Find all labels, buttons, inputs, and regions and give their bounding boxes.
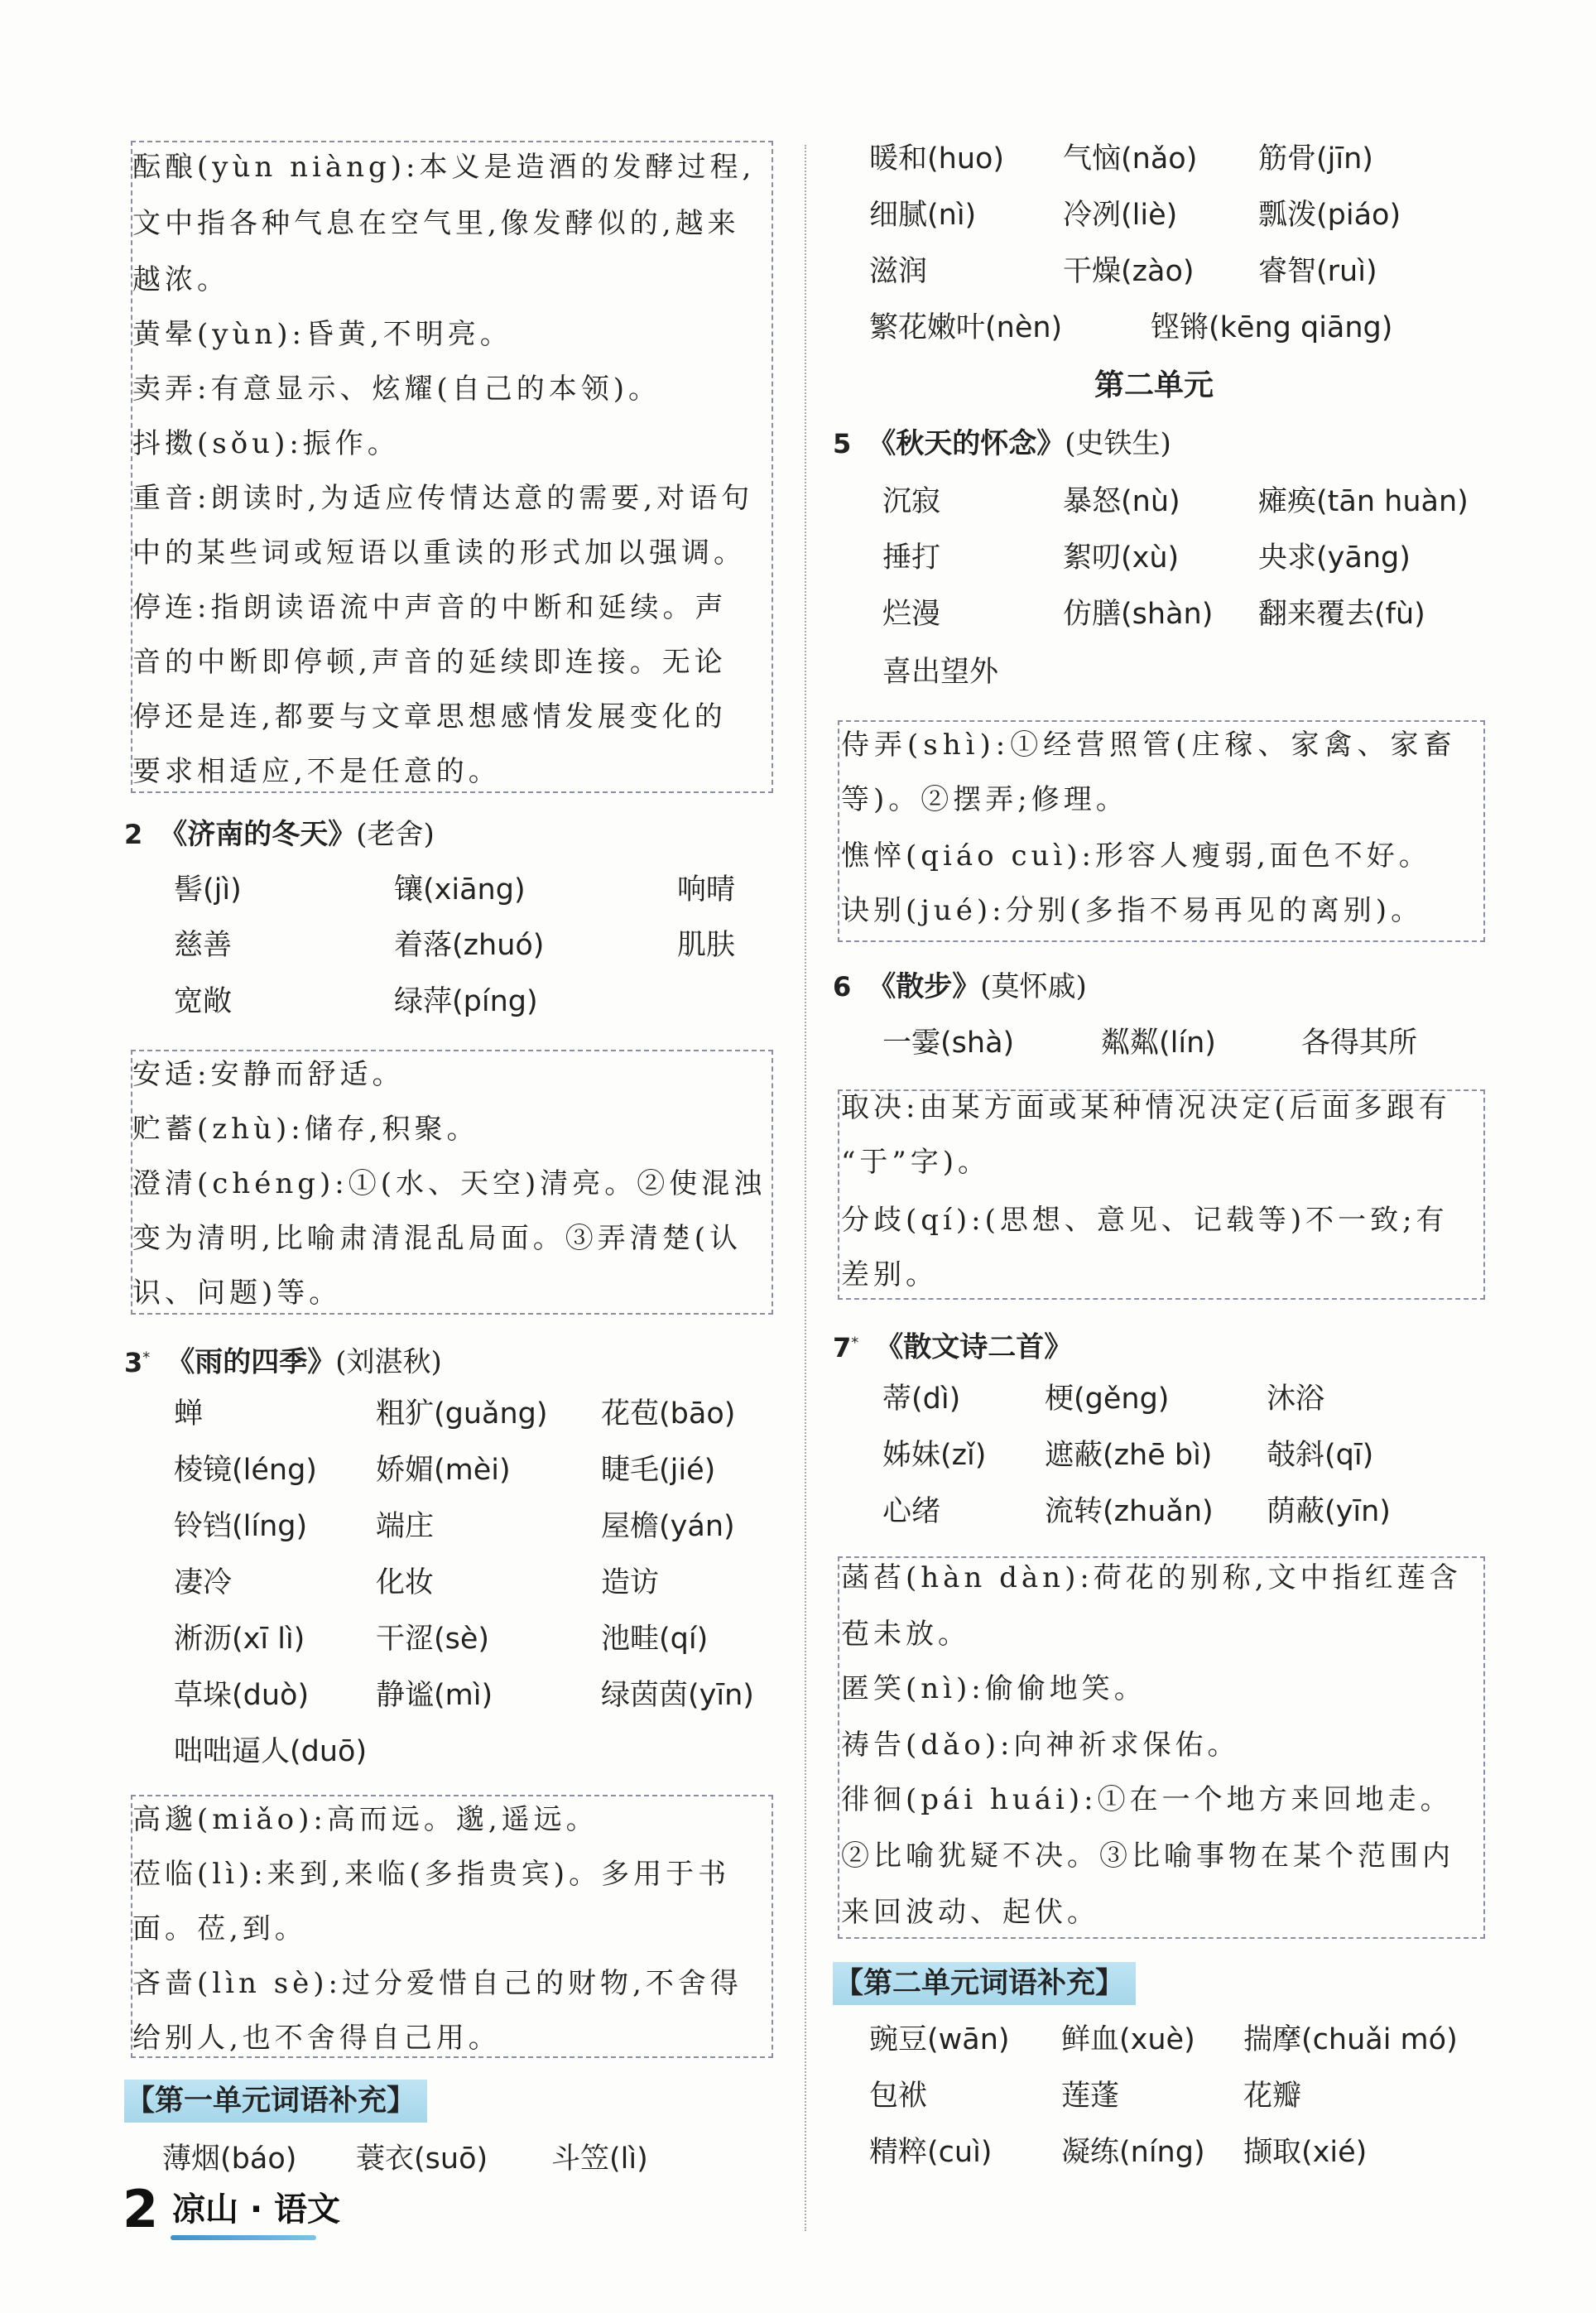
vocab-word: 淅沥(xī lì) — [174, 1623, 305, 1656]
vocab-word: 豌豆(wān) — [869, 2023, 1010, 2056]
section-title: 《散步》 — [868, 970, 981, 1003]
def-line: 酝酿(yùn niàng):本义是造酒的发酵过程, — [132, 151, 756, 184]
vocab-word: 荫蔽(yīn) — [1267, 1495, 1391, 1528]
vocab-word: 气恼(nǎo) — [1063, 142, 1198, 176]
def-line: 等)。②摆弄;修理。 — [841, 783, 1128, 816]
page-number: 2 — [123, 2179, 159, 2239]
vocab-word: 梗(gěng) — [1045, 1383, 1170, 1416]
def-line: 徘徊(pái huái):①在一个地方来回地走。 — [841, 1783, 1453, 1816]
vocab-word: 粼粼(lín) — [1101, 1027, 1216, 1060]
section-heading-3 — [124, 1333, 442, 1387]
section-number: 5 — [833, 428, 852, 459]
vocab-word: 遮蔽(zhē bì) — [1045, 1439, 1213, 1472]
vocab-word: 铿锵(kēng qiāng) — [1151, 311, 1393, 344]
unit-2-heading: 第二单元 — [1094, 368, 1214, 402]
vocab-word: 化妆 — [376, 1566, 435, 1599]
vocab-word: 端庄 — [376, 1510, 435, 1543]
vocab-word: 睿智(ruì) — [1258, 255, 1377, 288]
vocab-word: 凝练(níng) — [1061, 2136, 1205, 2169]
section-author: (老舍) — [356, 818, 435, 851]
def-line: 越浓。 — [132, 263, 229, 296]
vocab-word: 各得其所 — [1301, 1027, 1418, 1060]
section-title: 《雨的四季》 — [166, 1345, 336, 1379]
vocab-word: 捶打 — [882, 541, 941, 575]
vocab-word: 烂漫 — [882, 598, 941, 631]
vocab-word: 粗犷(guǎng) — [376, 1397, 548, 1431]
def-line: “于”字)。 — [841, 1146, 991, 1179]
def-line: 黄晕(yùn):昏黄,不明亮。 — [132, 318, 512, 351]
vocab-word: 棱镜(léng) — [174, 1454, 317, 1487]
vocab-word: 细腻(nì) — [869, 199, 977, 232]
def-line: 憔悴(qiáo cuì):形容人瘦弱,面色不好。 — [841, 839, 1431, 873]
vocab-word: 草垛(duò) — [174, 1679, 310, 1712]
vocab-word: 翻来覆去(fù) — [1258, 598, 1425, 631]
def-line: 要求相适应,不是任意的。 — [132, 755, 501, 788]
def-line: 面。莅,到。 — [132, 1912, 307, 1945]
vocab-word: 暖和(huo) — [869, 142, 1005, 176]
vocab-word: 干涩(sè) — [376, 1623, 490, 1656]
def-line: 匿笑(nì):偷偷地笑。 — [841, 1672, 1147, 1705]
section-heading-5 — [833, 419, 1171, 469]
vocab-word: 仿膳(shàn) — [1063, 598, 1214, 631]
section-author: (莫怀戚) — [980, 970, 1087, 1003]
vocab-word: 干燥(zào) — [1063, 255, 1195, 288]
vocab-word: 瘫痪(tān huàn) — [1258, 485, 1469, 518]
vocab-word: 喜出望外 — [882, 656, 999, 689]
def-line: 吝啬(lìn sè):过分爱惜自己的财物,不舍得 — [132, 1967, 743, 2000]
vocab-word: 娇媚(mèi) — [376, 1454, 511, 1487]
def-line: 停连:指朗读语流中声音的中断和延续。声 — [132, 591, 728, 624]
vocab-word: 鲜血(xuè) — [1061, 2023, 1195, 2056]
vocab-word: 凄冷 — [174, 1566, 233, 1599]
vocab-word: 央求(yāng) — [1258, 541, 1411, 575]
section-author: (史铁生) — [1065, 427, 1171, 460]
def-line: 抖擞(sǒu):振作。 — [132, 427, 400, 460]
section-heading-6 — [833, 962, 1087, 1012]
vocab-word: 暴怒(nù) — [1063, 485, 1180, 518]
vocab-word: 肌肤 — [677, 929, 736, 962]
vocab-word: 莲蓬 — [1061, 2080, 1120, 2113]
vocab-word: 着落(zhuó) — [394, 929, 545, 962]
unit2-supplement-heading: 【第二单元词语补充】 — [833, 1962, 1136, 2005]
vocab-word: 慈善 — [174, 929, 233, 962]
vocab-word: 静谧(mì) — [376, 1679, 493, 1712]
vocab-word: 响晴 — [677, 873, 736, 906]
def-line: 诀别(jué):分别(多指不易再见的离别)。 — [841, 894, 1424, 927]
section-author: (刘湛秋) — [335, 1345, 442, 1379]
vocab-word: 造访 — [601, 1566, 660, 1599]
def-line: 安适:安静而舒适。 — [132, 1058, 405, 1091]
vocab-word: 揣摩(chuǎi mó) — [1243, 2023, 1458, 2056]
vocab-word: 心绪 — [882, 1495, 941, 1528]
def-line: 苞未放。 — [841, 1618, 970, 1651]
def-line: 给别人,也不舍得自己用。 — [132, 2022, 501, 2055]
def-line: 莅临(lì):来到,来临(多指贵宾)。多用于书 — [132, 1858, 731, 1891]
section-heading-2 — [124, 810, 435, 859]
vocab-word: 攲斜(qī) — [1267, 1439, 1374, 1472]
vocab-word: 冷冽(liè) — [1063, 199, 1178, 232]
vocab-word: 精粹(cuì) — [869, 2136, 993, 2169]
vocab-word: 撷取(xié) — [1243, 2136, 1368, 2169]
vocab-word: 镶(xiāng) — [394, 873, 526, 906]
vocab-word: 包袱 — [869, 2080, 928, 2113]
def-line: 停还是连,都要与文章思想感情发展变化的 — [132, 700, 727, 733]
vocab-word: 睫毛(jié) — [601, 1454, 716, 1487]
vocab-word: 一霎(shà) — [882, 1027, 1015, 1060]
def-line: 重音:朗读时,为适应传情达意的需要,对语句 — [132, 482, 754, 515]
def-line: ②比喻犹疑不决。③比喻事物在某个范围内 — [841, 1839, 1454, 1873]
vocab-word: 绿茵茵(yīn) — [601, 1679, 754, 1712]
def-line: 分歧(qí):(思想、意见、记载等)不一致;有 — [841, 1204, 1449, 1237]
vocab-word: 咄咄逼人(duō) — [174, 1735, 368, 1768]
vocab-word: 髻(jì) — [174, 873, 242, 906]
vocab-word: 滋润 — [869, 255, 928, 288]
vocab-word: 铃铛(líng) — [174, 1510, 308, 1543]
vocab-word: 繁花嫩叶(nèn) — [869, 311, 1063, 344]
vocab-word: 屋檐(yán) — [601, 1510, 735, 1543]
def-line: 祷告(dǎo):向神祈求保佑。 — [841, 1729, 1240, 1762]
def-line: 菡萏(hàn dàn):荷花的别称,文中指红莲含 — [841, 1561, 1462, 1594]
book-title: 凉山 · 语文 — [172, 2190, 341, 2229]
vocab-word: 蒂(dì) — [882, 1383, 961, 1416]
def-line: 识、问题)等。 — [132, 1277, 342, 1310]
column-divider — [805, 145, 806, 2231]
vocab-word: 姊妹(zǐ) — [882, 1439, 987, 1472]
section-title: 《秋天的怀念》 — [868, 427, 1065, 460]
def-line: 侍弄(shì):①经营照管(庄稼、家禽、家畜 — [841, 729, 1457, 762]
def-line: 来回波动、起伏。 — [841, 1896, 1099, 1929]
section-title: 《散文诗二首》 — [875, 1330, 1073, 1364]
section-heading-7 — [833, 1318, 1072, 1373]
def-line: 取决:由某方面或某种情况决定(后面多跟有 — [841, 1091, 1451, 1124]
def-line: 澄清(chéng):①(水、天空)清亮。②使混浊 — [132, 1167, 767, 1200]
def-line: 音的中断即停顿,声音的延续即连接。无论 — [132, 646, 727, 679]
vocab-word: 花苞(bāo) — [601, 1397, 736, 1431]
vocab-word: 瓢泼(piáo) — [1258, 199, 1401, 232]
vocab-word: 池畦(qí) — [601, 1623, 709, 1656]
vocab-word: 沉寂 — [882, 485, 941, 518]
vocab-word: 斗笠(lì) — [551, 2142, 648, 2176]
vocab-word: 薄烟(báo) — [162, 2142, 297, 2176]
unit1-supplement-heading: 【第一单元词语补充】 — [124, 2080, 427, 2123]
def-line: 变为清明,比喻肃清混乱局面。③弄清楚(认 — [132, 1222, 743, 1255]
vocab-word: 蝉 — [174, 1397, 204, 1431]
def-line: 文中指各种气息在空气里,像发酵似的,越来 — [132, 207, 740, 240]
vocab-word: 花瓣 — [1243, 2080, 1302, 2113]
vocab-word: 宽敞 — [174, 985, 233, 1018]
section-title: 《济南的冬天》 — [159, 818, 357, 851]
vocab-word: 蓑衣(suō) — [356, 2142, 488, 2176]
section-number: 3* — [124, 1346, 151, 1378]
def-line: 高邈(miǎo):高而远。邈,遥远。 — [132, 1803, 598, 1836]
vocab-word: 流转(zhuǎn) — [1045, 1495, 1214, 1528]
vocab-word: 绿萍(píng) — [394, 985, 538, 1018]
section-number: 6 — [833, 971, 852, 1003]
def-line: 贮蓄(zhù):储存,积聚。 — [132, 1113, 479, 1146]
footer-underline — [171, 2235, 316, 2240]
vocab-word: 絮叨(xù) — [1063, 541, 1180, 575]
section-number: 2 — [124, 819, 143, 850]
vocab-word: 筋骨(jīn) — [1258, 142, 1373, 176]
section-number: 7* — [833, 1331, 859, 1363]
def-line: 差别。 — [841, 1258, 938, 1291]
vocab-word: 沐浴 — [1267, 1383, 1325, 1416]
def-line: 卖弄:有意显示、炫耀(自己的本领)。 — [132, 373, 661, 406]
def-line: 中的某些词或短语以重读的形式加以强调。 — [132, 536, 746, 570]
